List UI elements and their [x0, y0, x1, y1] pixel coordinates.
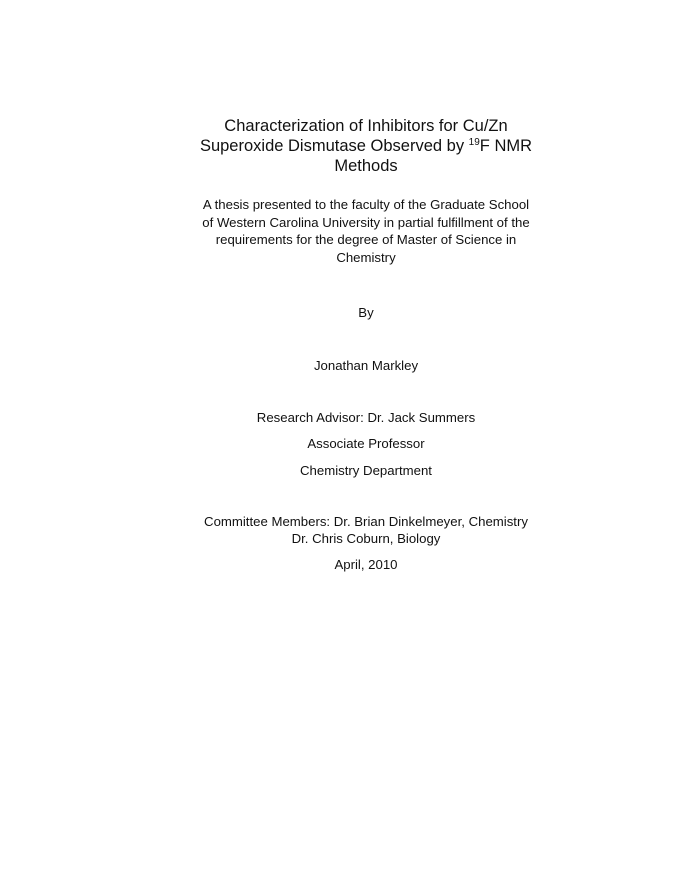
thesis-statement [0, 196, 676, 266]
thesis-title [0, 116, 676, 176]
thesis-statement-line-4: Chemistry [336, 249, 396, 265]
advisor-position: Associate Professor [307, 436, 425, 451]
research-advisor: Research Advisor: Dr. Jack Summers [256, 410, 476, 425]
thesis-statement-line-2: of Western Carolina University in partial fulfillment of the [202, 214, 530, 230]
title-line-2-text: Superoxide Dismutase Observed by [199, 137, 469, 155]
advisor-department: Chemistry Department [300, 463, 432, 478]
title-line-2 [0, 136, 676, 156]
committee-members [0, 514, 676, 547]
title-line-1: Characterization of Inhibitors for Cu/Zn [224, 117, 508, 135]
title-line-2-suffix: F NMR [479, 137, 533, 155]
committee-line-1: Committee Members: Dr. Brian Dinkelmeyer, Chemistry [204, 514, 528, 529]
committee-line-2: Dr. Chris Coburn, Biology [291, 530, 441, 546]
submission-date: April, 2010 [334, 557, 398, 572]
title-superscript: 19 [468, 137, 480, 148]
by-label: By [358, 305, 374, 320]
thesis-statement-line-1: A thesis presented to the faculty of the Graduate School [202, 197, 530, 212]
author-name: Jonathan Markley [313, 358, 419, 373]
title-line-3: Methods [334, 157, 398, 175]
thesis-statement-line-3: requirements for the degree of Master of Science in [215, 232, 517, 247]
